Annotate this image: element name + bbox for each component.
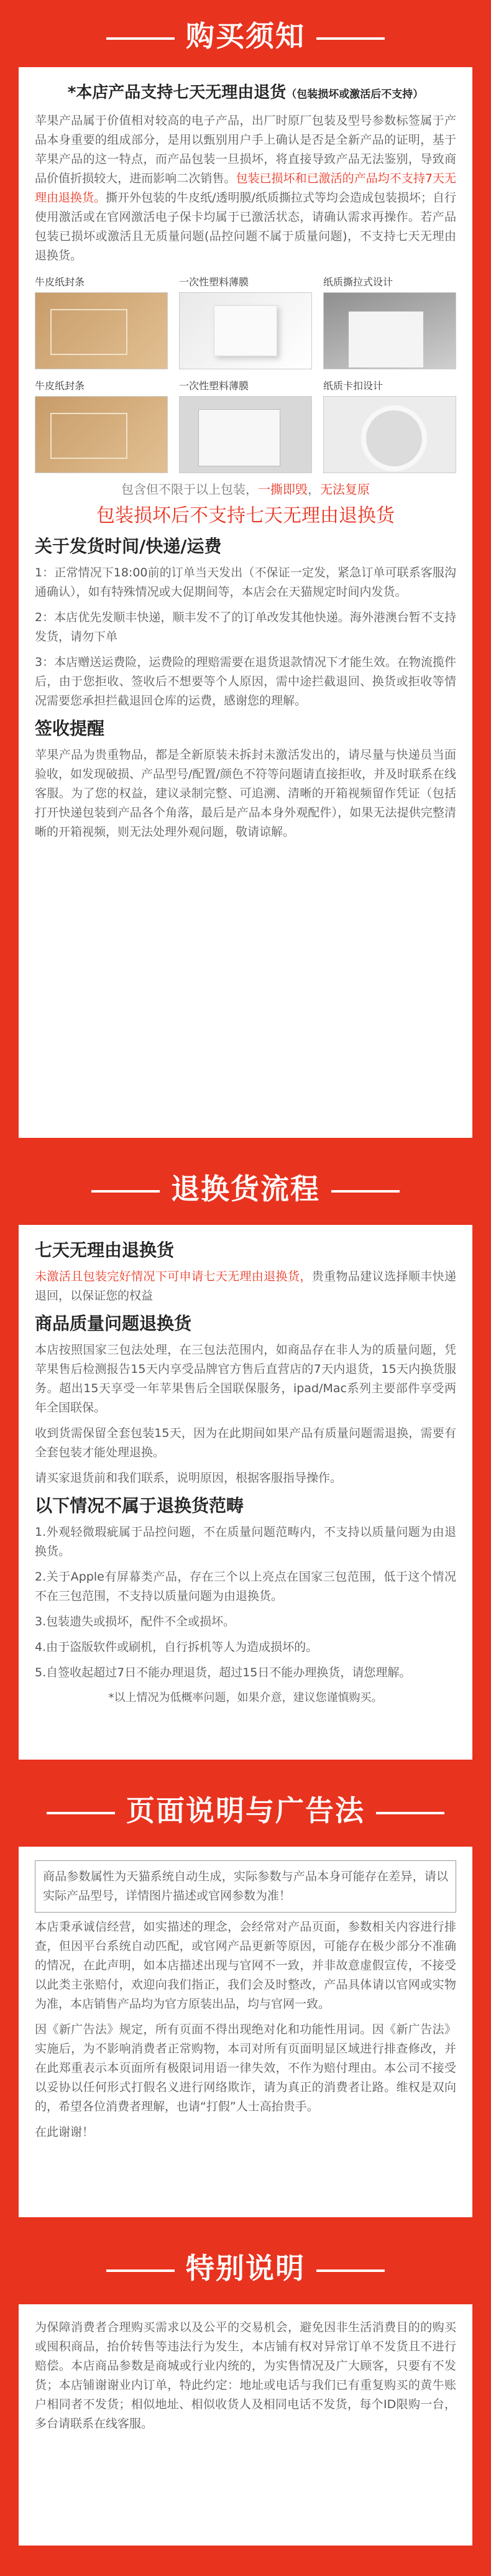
title-dash-right [376,1812,444,1814]
packaging-photo-5 [179,378,312,473]
packaging-warning: 包装损坏后不支持七天无理由退换货 [96,505,395,527]
caption-red-2: 无法复原 [320,482,370,497]
intro-text-red: 包装已损坏和已激活的产品均不支持7天无理由退换货。 [35,172,456,205]
page-notice-title-text: 页面说明与广告法 [126,1794,365,1827]
section-title-returns [0,1166,491,1207]
packaging-photo-6 [323,378,456,473]
photo-label: 一次性塑料薄膜 [179,276,249,288]
excluded-line-5: 5.自签收起超过7日不能办理退货，超过15日不能办理换货，请您理解。 [35,1666,411,1679]
packaging-gallery [35,274,456,473]
seven-day-return-title: 七天无理由退换货 [35,1240,175,1260]
caption-text-2: ， [308,482,320,497]
purchase-intro [35,111,456,265]
excluded-line-4: 4.由于盗版软件或刷机，自行拆机等人为造成损坏的。 [35,1640,318,1654]
excluded-title: 以下情况不属于退换货范畴 [35,1495,244,1516]
paper-buckle-photo-icon [323,396,456,473]
packaging-photo-3 [323,274,456,369]
packaging-caption [35,479,456,497]
shipping-title: 关于发货时间/快递/运费 [35,536,222,556]
kraft-seal-photo-icon [35,396,168,473]
photo-label: 牛皮纸封条 [35,276,85,288]
quality-return-title: 商品质量问题退换货 [35,1313,192,1334]
section-title-special [0,2246,491,2287]
photo-label: 纸质卡扣设计 [323,380,383,392]
seven-day-heading [35,81,456,106]
title-dash-left [47,1812,115,1814]
kraft-seal-photo-icon [35,292,168,369]
excluded-line-3: 3.包装遗失或损坏，配件不全或损坏。 [35,1615,236,1628]
plastic-film-photo-icon [179,292,312,369]
paper-tear-photo-icon [323,292,456,369]
excluded-line-1: 1.外观轻微瑕疵属于品控问题，不在质量问题范畴内，不支持以质量问题为由退换货。 [35,1525,456,1558]
special-notice-card [19,2304,472,2546]
seven-day-heading-note: （包装损坏或激活后不支持） [286,88,424,101]
title-dash-right [331,1190,400,1193]
excluded-footer: *以上情况为低概率问题，如果介意，建议您谨慎购买。 [108,1691,383,1704]
intro-text-2: 撕开外包装的牛皮纸/透明膜/纸质撕拉式等均会造成包装损坏；自行使用激活或在官网激活电子保卡均属于已激活状态，请确认需求再操作。若产品包装已损坏或激活且无质量问题(品控问题不属于质量问题)，不支持七天无理由退换货。 [35,191,456,262]
title-dash-right [316,2269,385,2272]
seven-day-normal: 贵重物品建议选择顺丰快递退回，以保证您的权益 [35,1270,456,1303]
packaging-photo-4 [35,378,168,473]
receipt-title: 签收提醒 [35,718,105,739]
plastic-film-photo-icon [179,396,312,473]
title-dash-left [106,2269,175,2272]
returns-title-text: 退换货流程 [171,1172,320,1206]
section-title-page-notice [0,1788,491,1829]
purchase-notice-card [19,67,472,1138]
page-notice-thanks: 在此谢谢！ [35,2125,94,2139]
title-dash-left [91,1190,160,1193]
packaging-photo-1 [35,274,168,369]
packaging-photo-2 [179,274,312,369]
page-notice-para-1: 本店秉承诚信经营，如实描述的理念，会经常对产品页面，参数相关内容进行排查，但因平台系统自动匹配，或官网产品更新等原因，可能存在极少部分不准确的情况，在此声明，如本店描述出现与官网不一致，并非故意虚假宣传，不接受以此类主张赔付，欢迎向我们指正，我们会及时整改，产品具体请以官网或实物为准，本店销售产品均为官方原装出品，均与官网一致。 [35,1920,456,2011]
quality-text-2: 收到货需保留全套包装15天，因为在此期间如果产品有质量问题需退换，需要有全套包装才能处理退换。 [35,1426,456,1459]
purchase-title-text: 购买须知 [186,19,305,53]
quality-text-1: 本店按照国家三包法处理，在三包法范围内，如商品存在非人为的质量问题，凭苹果售后检测报告15天内享受品牌官方售后直营店的7天内退货，15天内换货服务。超出15天享受一年苹果售后全国联保服务，ipad/Mac系列主要部件享受两年全国联保。 [35,1343,456,1415]
seven-day-return-text [35,1267,456,1306]
photo-label: 一次性塑料薄膜 [179,380,249,392]
photo-label: 牛皮纸封条 [35,380,85,392]
seven-day-red: 未激活且包装完好情况下可申请七天无理由退换货， [35,1270,312,1283]
seven-day-heading-text: *本店产品支持七天无理由退货 [67,83,287,102]
title-dash-right [316,37,385,40]
special-notice-text: 为保障消费者合理购买需求以及公平的交易机会，避免因非生活消费目的的购买或囤积商品，抬价转售等违法行为发生，本店铺有权对异常订单不发货且不进行赔偿。本店商品参数是商城或行业内统的，为实售情况及广大顾客，只要有不发货；本店铺谢谢业内订单，特此约定：地址或电话与我们已有重复购买的黄牛账户相同者不发货；相似地址、相似收货人及相同电话不发货，每个ID限购一台，多台请联系在线客服。 [35,2320,456,2431]
return-process-card [19,1225,472,1760]
caption-text-1: 包含但不限于以上包装， [121,482,258,497]
caption-red-1: 一撕即毁 [258,482,308,497]
page-notice-card [19,1847,472,2217]
shipping-line-2: 2：本店优先发顺丰快递，顺丰发不了的订单改发其他快递。海外港澳台暂不支持发货，请勿下单 [35,611,456,644]
shipping-line-1: 1：正常情况下18:00前的订单当天发出（不保证一定发，紧急订单可联系客服沟通确认），如有特殊情况或大促期间等，本店会在天猫规定时间内发货。 [35,566,456,599]
intro-text-1: 苹果产品属于价值相对较高的电子产品，出厂时原厂包装及型号参数标签属于产品本身重要的组成部分，是用以甄别用户手上确认是否是全新产品的证明，基于苹果产品的这一特点，而产品包装一旦损坏，将直接导致产品无法鉴别，导致商品价值折损较大，进而影响二次销售。 [35,114,456,185]
shipping-line-3: 3：本店赠送运费险，运费险的理赔需要在退货退款情况下才能生效。在物流揽件后，由于您拒收、签收后不想要等个人原因，需中途拦截退回、换货或拒收等情况需要您承担拦截退回仓库的运费，感谢您的理解。 [35,655,456,708]
section-title-purchase [0,14,491,55]
special-title-text: 特别说明 [186,2251,305,2285]
quality-text-3: 请买家退货前和我们联系，说明原因，根据客服指导操作。 [35,1471,342,1485]
photo-label: 纸质撕拉式设计 [323,276,393,288]
system-params-note: 商品参数属性为天猫系统自动生成，实际参数与产品本身可能存在差异，请以实际产品型号，详情图片描述或官网参数为准！ [35,1860,456,1913]
receipt-text: 苹果产品为贵重物品，都是全新原装未拆封未激活发出的，请尽量与快递员当面验收，如发现破损、产品型号/配置/颜色不符等问题请直接拒收，并及时联系在线客服。为了您的权益，建议录制完整、可追溯、清晰的开箱视频留作凭证（包括打开快递包装到产品各个角落，最后是产品本身外观配件），如果无法提供完整清晰的开箱视频，则无法处理外观问题，敬请谅解。 [35,748,456,839]
excluded-line-2: 2.关于Apple有屏幕类产品，存在三个以上亮点在国家三包范围，低于这个情况不在三包范围，不支持以质量问题为由退换货。 [35,1570,456,1603]
page-notice-para-2: 因《新广告法》规定，所有页面不得出现绝对化和功能性用词。因《新广告法》实施后，为不影响消费者正常购物，本司对所有页面明显区域进行排查修改，并在此郑重表示本页面所有极限词用语一律失效，不作为赔付理由。本公司不接受以妥协以任何形式打假名义进行网络欺诈，请为真正的消费者让路。维权是双向的，希望各位消费者理解，也请“打假”人士高抬贵手。 [35,2023,456,2113]
title-dash-left [106,37,175,40]
